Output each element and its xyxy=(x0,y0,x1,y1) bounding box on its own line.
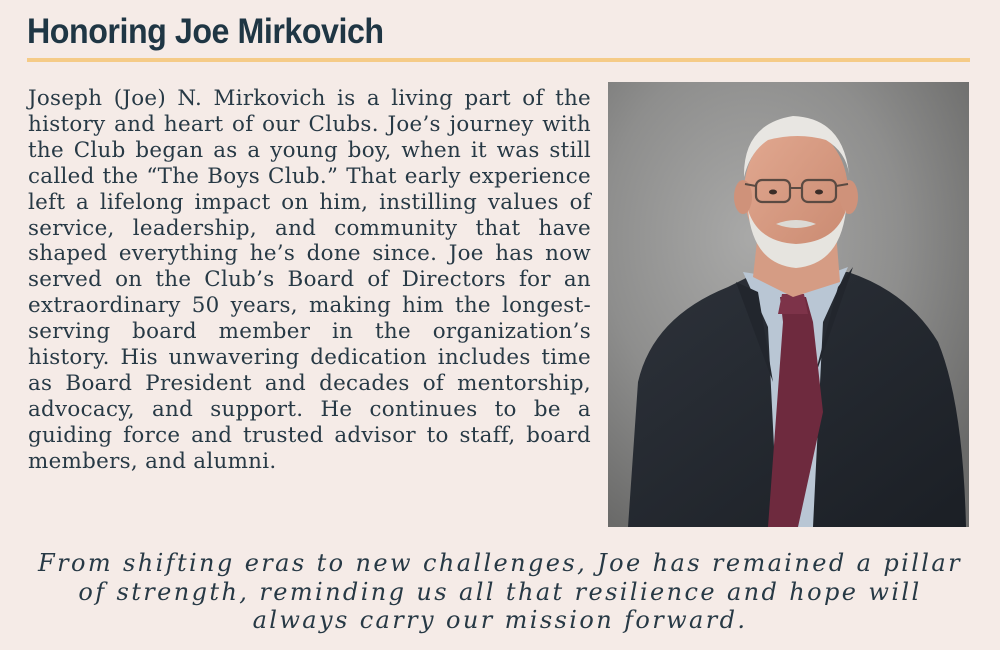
portrait-illustration xyxy=(608,82,969,527)
portrait-photo xyxy=(608,82,969,527)
page-title: Honoring Joe Mirkovich xyxy=(27,12,384,51)
title-underline xyxy=(27,58,970,62)
bio-paragraph: Joseph (Joe) N. Mirkovich is a living part of the history and heart of our Clubs. Joe’s journey with the Club began as a young boy, when it was still called the “The Boys Club.” That early experience left a lifelong impact on him, instilling values of service, leadership, and community that have shaped everything he’s done since. Joe has now served on the Club’s Board of Directors for an extraordinary 50 years, making him the longest-serving board member in the organization’s history. His unwavering dedication includes time as Board President and decades of mentorship, advocacy, and support. He continues to be a guiding force and trusted advisor to staff, board members, and alumni. xyxy=(28,86,591,474)
closing-quote: From shifting eras to new challenges, Joe has remained a pillar of strength, reminding us all that resilience and hope will always carry our mission forward. xyxy=(38,549,962,634)
